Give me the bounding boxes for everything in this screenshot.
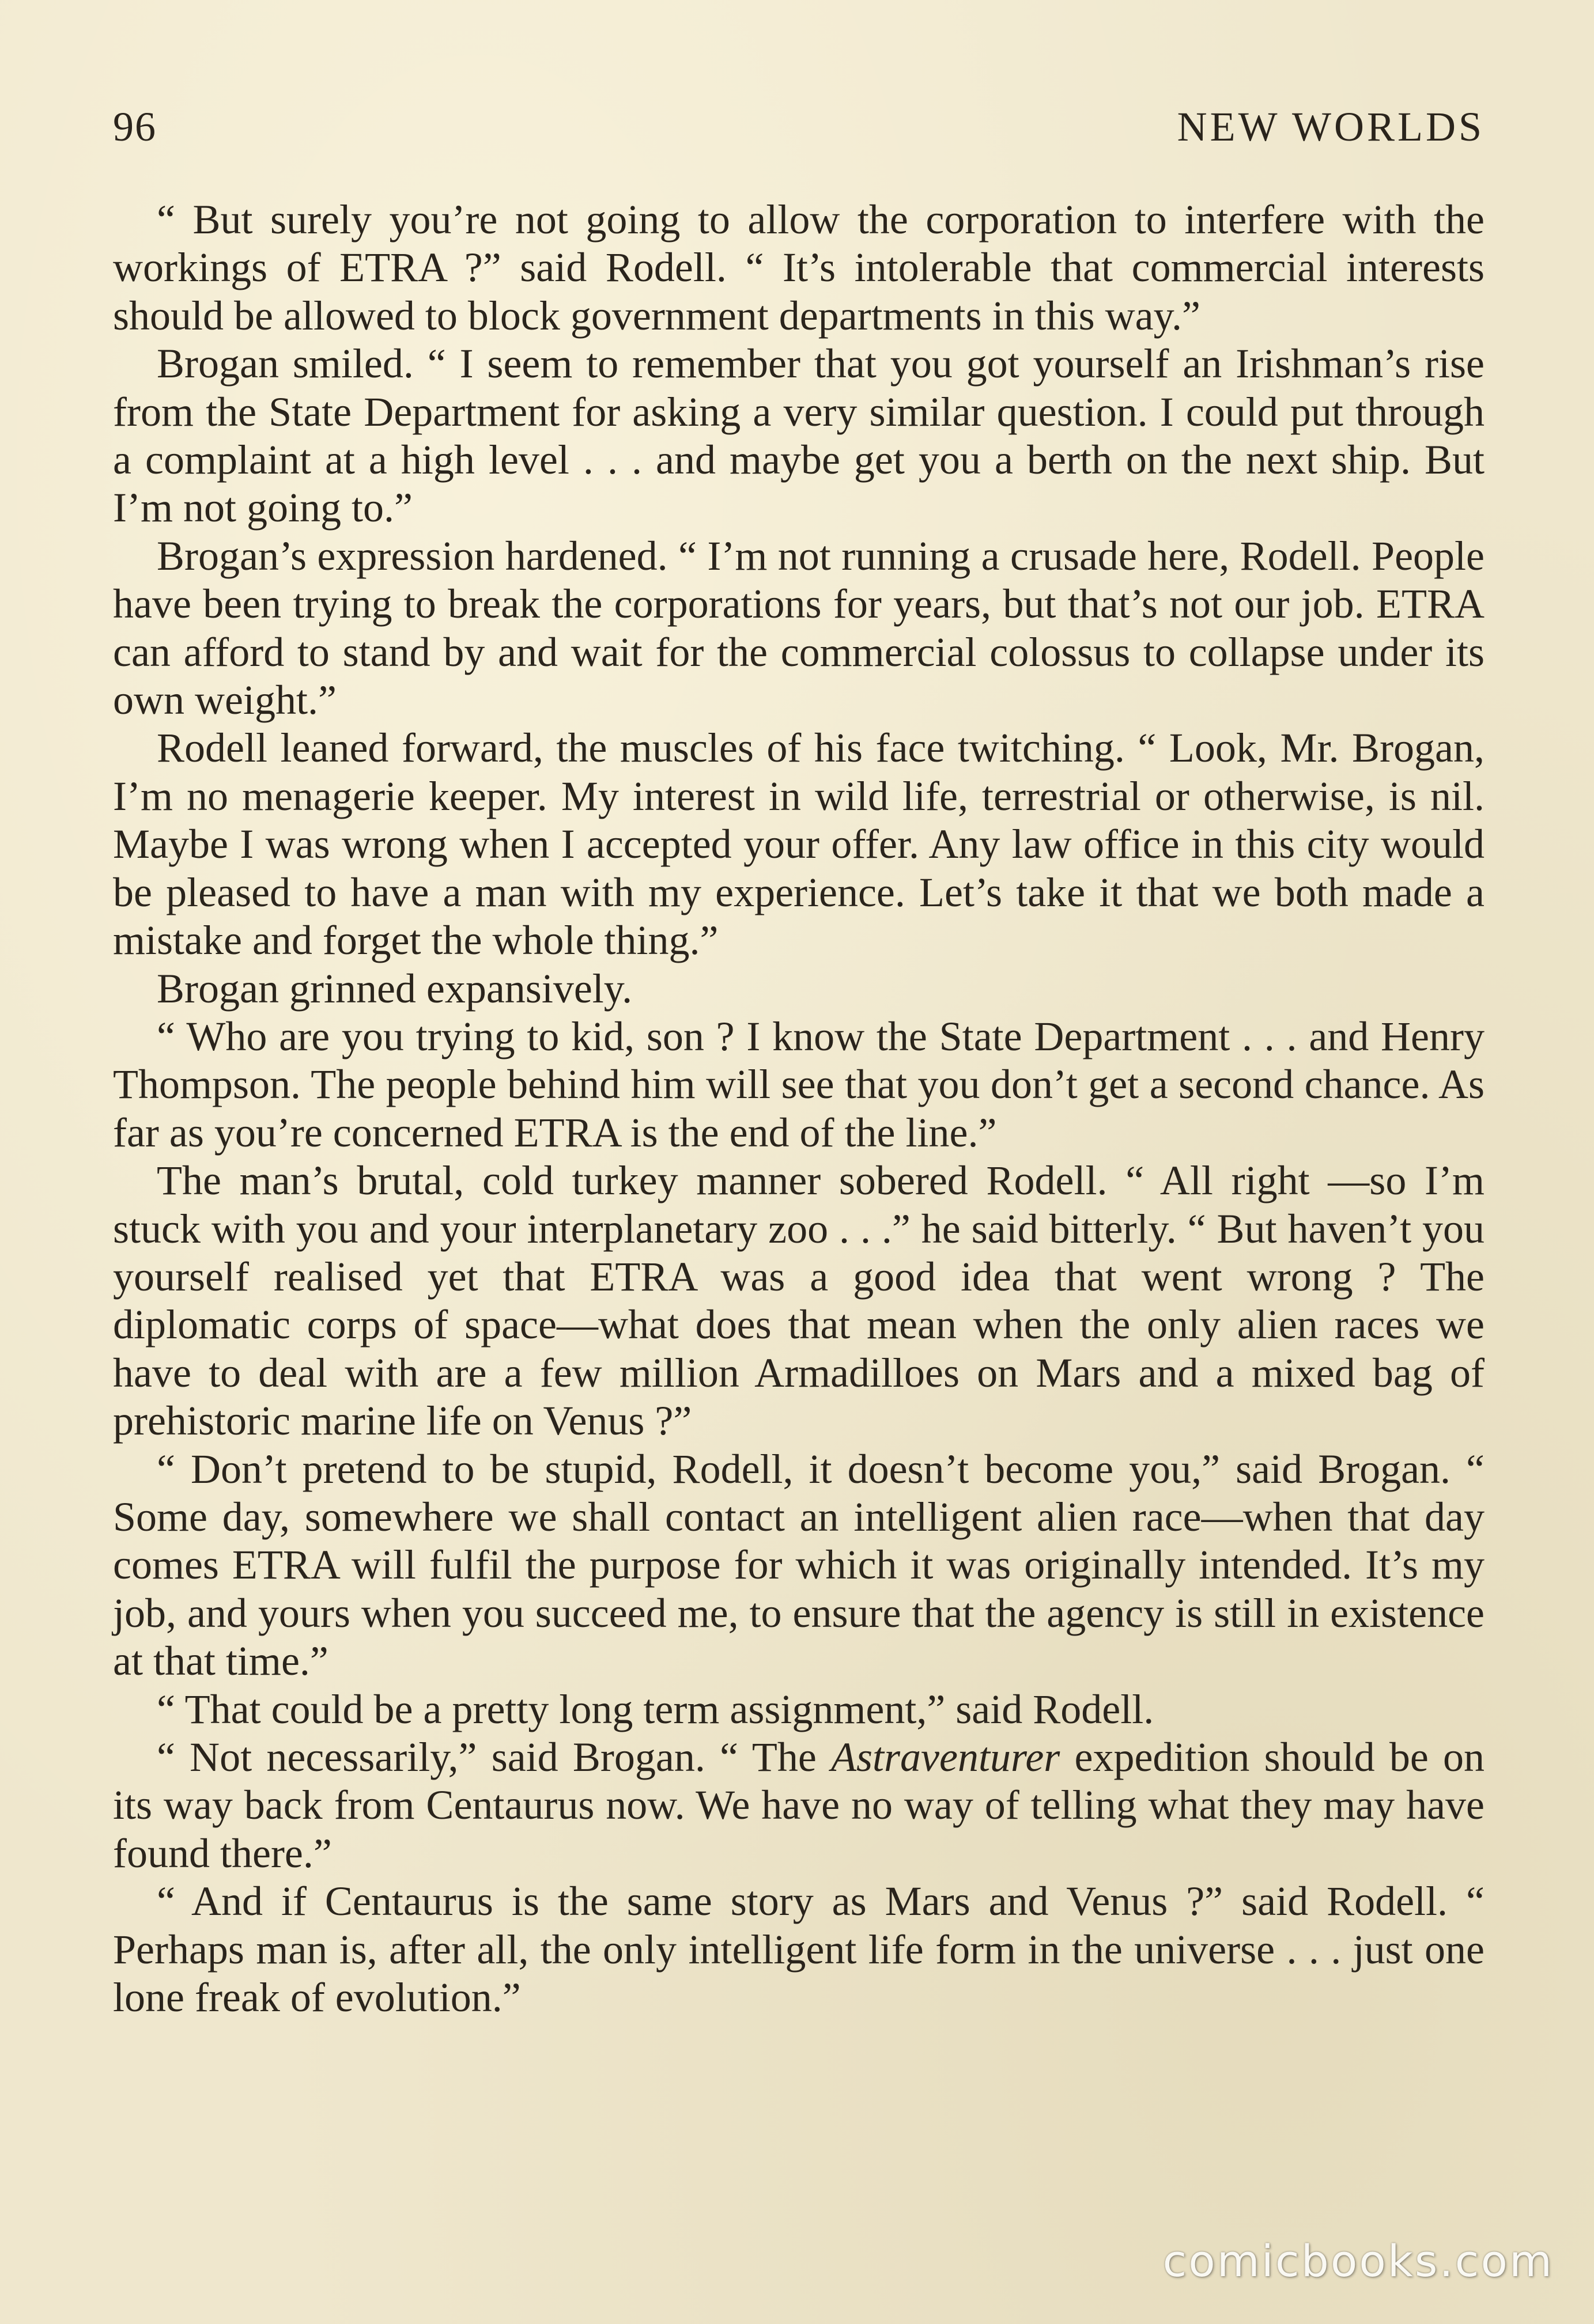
watermark: comicbooks.com [1162, 2235, 1554, 2287]
paragraph-text-before: “ Not necessarily,” said Brogan. “ The [157, 1734, 832, 1780]
paragraph: “ And if Centaurus is the same story as Mars and Venus ?” said Rodell. “ Perhaps man is, after all, the only intelligent life form in the universe . . . just one lone freak of evolution.” [113, 1878, 1485, 2021]
paragraph: Brogan smiled. “ I seem to remember that you got yourself an Irishman’s rise from the State Department for asking a very similar question. I could put through a complaint at a high level . . . and maybe get you a berth on the next ship. But I’m not going to.” [113, 340, 1485, 531]
page-number: 96 [113, 104, 157, 150]
body-text [113, 196, 1485, 2022]
paragraph: “ That could be a pretty long term assignment,” said Rodell. [157, 1686, 1154, 1732]
running-title: NEW WORLDS [1177, 104, 1485, 150]
running-head [113, 98, 1485, 156]
paragraph: The man’s brutal, cold turkey manner sobered Rodell. “ All right —so I’m stuck with you and your interplanetary zoo . . .” he said bitterly. “ But haven’t you yourself realised yet that ETRA was a good idea that went wrong ? The diplomatic corps of space—what does that mean when the only alien races we have to deal with are a few million Armadilloes on Mars and a mixed bag of prehistoric marine life on Venus ?” [113, 1157, 1485, 1444]
paragraph: “ But surely you’re not going to allow the corporation to interfere with the workings of ETRA ?” said Rodell. “ It’s intolerable that commercial interests should be allowed to block government departments in this way.” [113, 196, 1485, 339]
paragraph: Rodell leaned forward, the muscles of his face twitching. “ Look, Mr. Brogan, I’m no menagerie keeper. My interest in wild life, terrestrial or otherwise, is nil. Maybe I was wrong when I accepted your offer. Any law office in this city would be pleased to have a man with my experience. Let’s take it that we both made a mistake and forget the whole thing.” [113, 725, 1485, 964]
paragraph: Brogan grinned expansively. [157, 965, 633, 1012]
paragraph: Brogan’s expression hardened. “ I’m not running a crusade here, Rodell. People have been trying to break the corporations for years, but that’s not our job. ETRA can afford to stand by and wait for the commercial colossus to collapse under its own weight.” [113, 532, 1485, 724]
paragraph: “ Who are you trying to kid, son ? I know the State Department . . . and Henry Thompson. The people behind him will see that you don’t get a second chance. As far as you’re concerned ETRA is the end of the line.” [113, 1013, 1485, 1156]
paragraph-text-after: expedition should be on its way back from Centaurus now. We have no way of telling what they may have found there.” [113, 1734, 1485, 1876]
paragraph [113, 1733, 1485, 1878]
ship-name-italic: Astraventurer [831, 1734, 1060, 1780]
paragraph: “ Don’t pretend to be stupid, Rodell, it doesn’t become you,” said Brogan. “ Some day, somewhere we shall contact an intelligent alien race—when that day comes ETRA will fulfil the purpose for which it was originally intended. It’s my job, and yours when you succeed me, to ensure that the agency is still in existence at that time.” [113, 1445, 1485, 1685]
